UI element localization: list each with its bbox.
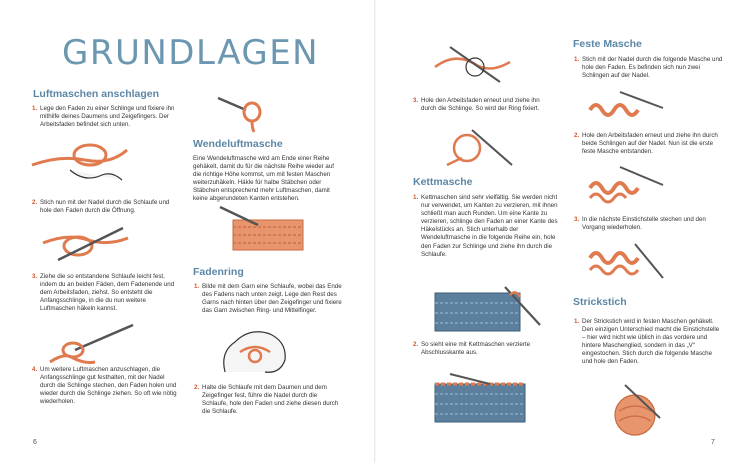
right-page: [375, 0, 750, 463]
illustration-initial-loop: [45, 320, 135, 365]
fadenring-step-2: 2. Halte die Schlaufe mit dem Daumen und dem Zeigefinger fest, führe die Nadel durch die Schlaufe, hole den Faden und ziehe diesen durch die Schlaufe.: [194, 384, 339, 416]
section-heading-kettmasche: Kettmasche: [413, 176, 473, 188]
illustration-single-crochet-1: [585, 88, 665, 126]
feste-masche-step-2: 2. Hole den Arbeitsfaden erneut und ziehe ihn durch beide Schlingen auf der Nadel. Nun ist die erste feste Masche entstanden.: [574, 132, 718, 156]
page-number-left: 6: [33, 439, 37, 446]
section-heading-wendeluftmasche: Wendeluftmasche: [193, 138, 283, 150]
illustration-single-crochet-2: [585, 163, 665, 205]
luftmaschen-step-3: 3. Ziehe die so entstandene Schlaufe leicht fest, indem du an beiden Fäden, dem Fadenende und dem Arbeitsfaden, ziehst. So entsteht die Anfangsschlinge, in die du nun weitere Luftmaschen häkeln kannst.: [32, 273, 175, 313]
section-heading-luftmaschen: Luftmaschen anschlagen: [33, 88, 160, 100]
illustration-hook-through-loop: [38, 218, 133, 268]
fadenring-step-1: 1. Bilde mit dem Garn eine Schlaufe, wobei das Ende des Fadens nach unten zeigt. Lege den Rest des Garns nach hinten über den Zeigefinger und fixiere das Garn zwischen Ring- und Mittelfinger.: [194, 283, 342, 315]
illustration-turning-chain: [216, 88, 271, 133]
fadenring-step-3: 3. Hole den Arbeitsfaden erneut und ziehe ihn durch die Schlinge. So wird der Ring fixiert.: [413, 97, 540, 113]
strickstich-step-1: 1. Der Strickstich wird in festen Maschen gehäkelt. Den einzigen Unterschied macht die Einstichstelle – hier wird nicht wie üblich in das vordere und hintere Maschenglied, sondern in das „V“ eingestochen. Stich durch die folgende Masche und hole den Faden.: [574, 318, 720, 366]
luftmaschen-step-4: 4. Um weitere Luftmaschen anzuschlagen, die Anfangsschlinge gut festhalten, mit der Nadel durch die Schlinge stechen, den Faden holen und wieder durch die Schlinge ziehen. So oft wie nötig wiederholen.: [32, 366, 177, 406]
luftmaschen-step-2: 2. Stich nun mit der Nadel durch die Schlaufe und hole den Faden durch die Öffnung.: [32, 199, 170, 215]
page-number-right: 7: [711, 439, 715, 446]
section-heading-fadenring: Fadenring: [193, 266, 244, 278]
kettmasche-step-2: 2. So sieht eine mit Kettmaschen verzierte Abschlusskante aus.: [413, 341, 531, 357]
illustration-slip-stitch-edge: [430, 285, 545, 335]
wendeluftmasche-text: Eine Wendeluftmasche wird am Ende einer Reihe gehäkelt, damit du für die nächste Reihe wieder auf die richtige Höhe kommst, um mit festen Maschen weiterzuhäkeln. Häkle für halbe Stäbchen oder Stäbchen entsprechend mehr Luftmaschen, damit keine abgerundeten Kanten entstehen.: [193, 155, 335, 203]
feste-masche-step-1: 1. Stich mit der Nadel durch die folgende Masche und hole den Faden. Es befinden sich nun zwei Schlingen auf der Nadel.: [574, 56, 723, 80]
section-heading-strickstich: Strickstich: [573, 296, 627, 308]
illustration-slip-knot-loop: [30, 135, 130, 190]
page-title: GRUNDLAGEN: [62, 33, 320, 73]
kettmasche-step-1: 1. Kettmaschen sind sehr vielfältig. Sie werden nicht nur verwendet, um Kanten zu verzieren, mit ihnen schließt man auch Runden. Um eine Kante zu verzieren, schlinge den Faden an einer Kante des Häkelstücks an. Stich unterhalb der Wendeluftmasche in die folgende Reihe ein, hole den Faden zur Schlinge und ziehe ihn durch die Schlaufe.: [413, 194, 558, 258]
illustration-slip-stitch-finished: [430, 372, 545, 424]
illustration-hand-magic-ring: [215, 322, 295, 377]
illustration-knit-stitch: [605, 383, 675, 438]
section-heading-feste-masche: Feste Masche: [573, 38, 642, 50]
illustration-magic-ring-hook: [430, 42, 515, 87]
illustration-turning-chain-swatch: [218, 205, 313, 257]
illustration-single-crochet-3: [585, 240, 665, 282]
feste-masche-step-3: 3. In die nächste Einstichstelle stechen und den Vorgang wiederholen.: [574, 216, 706, 232]
illustration-ring-fixed: [437, 120, 517, 170]
luftmaschen-step-1: 1. Lege den Faden zu einer Schlinge und fixiere ihn mithilfe deines Daumens und Zeigefingers. Der Arbeitsfaden befindet sich unten.: [32, 105, 175, 129]
